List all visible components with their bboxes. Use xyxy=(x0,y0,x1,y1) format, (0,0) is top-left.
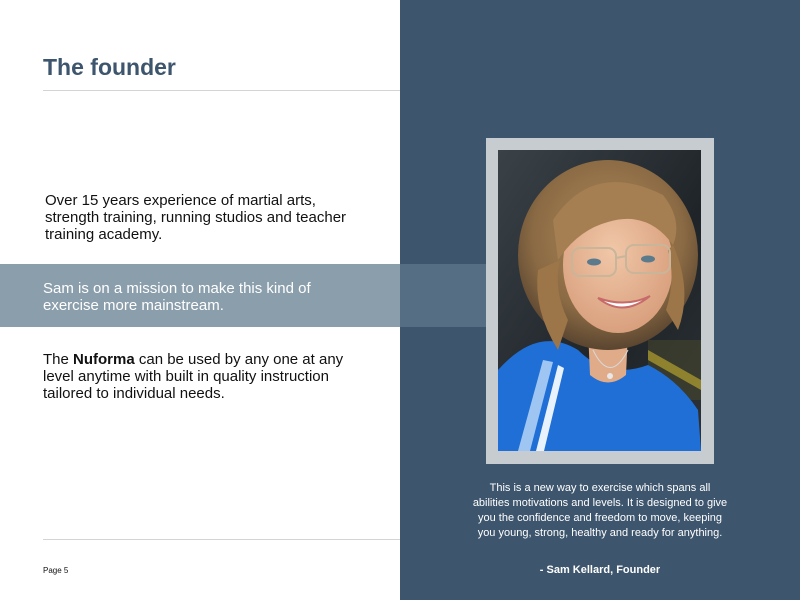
founder-portrait-image xyxy=(498,150,701,451)
product-prefix: The xyxy=(43,351,74,368)
page-title: The founder xyxy=(43,54,176,80)
founder-photo xyxy=(498,150,701,451)
brand-name: Nuforma xyxy=(73,351,135,368)
experience-paragraph: Over 15 years experience of martial arts, strength training, running studios and teacher training academy. xyxy=(45,192,347,243)
product-suffix: can be used by any one at any level anytime with built in quality instruction tailored to individual needs. xyxy=(43,351,344,402)
founder-quote: This is a new way to exercise which spans all abilities motivations and levels. It is designed to give you the confidence and freedom to move, keeping you young, strong, healthy and ready for anything. xyxy=(472,482,728,539)
mission-statement: Sam is on a mission to make this kind of exercise more mainstream. xyxy=(43,280,311,314)
product-paragraph xyxy=(43,351,373,402)
title-divider xyxy=(43,90,400,91)
footer-divider xyxy=(43,539,400,540)
quote-attribution: - Sam Kellard, Founder xyxy=(539,564,661,576)
page-number: Page 5 xyxy=(43,566,69,575)
